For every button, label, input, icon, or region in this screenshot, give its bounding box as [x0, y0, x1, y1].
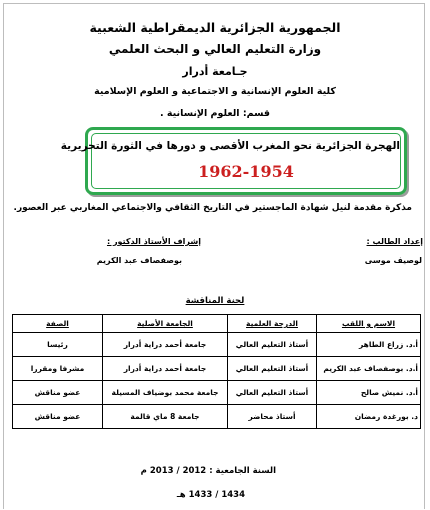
member-university: جامعة محمد بوضياف المسيلة [103, 381, 228, 405]
member-degree: أستاذ محاضر [228, 405, 317, 429]
committee-table [12, 314, 421, 429]
page-border [3, 3, 425, 509]
member-name: أ.د. بوصفصاف عبد الكريم [317, 357, 421, 381]
thesis-title-inner-frame [60, 133, 401, 189]
ministry-heading: وزارة التعليم العالي و البحث العلمي [108, 42, 322, 56]
academic-year: السنة الجامعية : 2012 / 2013 م [140, 466, 276, 476]
hijri-year: 1434 / 1433 هـ [176, 490, 245, 500]
memo-statement: مذكرة مقدمة لنيل شهادة الماجستير في التاريخ الثقافي والاجتماعي المغاربي عبر العصور. [13, 203, 412, 213]
header-name: الاسم و اللقب [317, 315, 421, 333]
university-heading: جـامعة أدرار [182, 65, 248, 78]
table-row [13, 333, 421, 357]
member-name: أ.د. نميش صالح [317, 381, 421, 405]
member-role: عضو مناقش [13, 381, 103, 405]
table-row [13, 405, 421, 429]
member-university: جامعة 8 ماي قالمة [103, 405, 228, 429]
committee-header-row [13, 315, 421, 333]
supervisor-label: إشراف الأستاذ الدكتور : [106, 237, 201, 246]
member-role: مشرفا ومقررا [13, 357, 103, 381]
thesis-title-box [60, 127, 407, 195]
committee-title: لجنة المناقشة [185, 296, 245, 306]
thesis-title: الهجرة الجزائرية نحو المغرب الأقصى و دورها في الثورة التحريرية [60, 140, 400, 152]
member-name: د. بورغدة رمضان [317, 405, 421, 429]
student-name: لوصيف موسى [364, 256, 422, 265]
member-degree: أستاذ التعليم العالي [228, 381, 317, 405]
member-role: عضو مناقش [13, 405, 103, 429]
member-degree: أستاذ التعليم العالي [228, 333, 317, 357]
header-role: الصفة [13, 315, 103, 333]
member-name: أ.د. زراع الطاهر [317, 333, 421, 357]
table-row [13, 381, 421, 405]
member-role: رئيسا [13, 333, 103, 357]
thesis-years: 1962-1954 [198, 162, 294, 181]
faculty-heading: كلية العلوم الإنسانية و الاجتماعية و العلوم الإسلامية [94, 86, 336, 97]
table-row [13, 357, 421, 381]
republic-heading: الجمهورية الجزائرية الديمقراطية الشعبية [89, 20, 341, 35]
member-degree: أستاذ التعليم العالي [228, 357, 317, 381]
member-university: جامعة أحمد دراية أدرار [103, 357, 228, 381]
prepared-by-label: إعداد الطالب : [366, 237, 423, 246]
header-university: الجامعة الأصلية [103, 315, 228, 333]
supervisor-name: بوصفصاف عبد الكريم [96, 256, 182, 265]
header-degree: الدرجة العلمية [228, 315, 317, 333]
member-university: جامعة أحمد دراية أدرار [103, 333, 228, 357]
department-heading: قسم: العلوم الإنسانية . [160, 108, 270, 119]
